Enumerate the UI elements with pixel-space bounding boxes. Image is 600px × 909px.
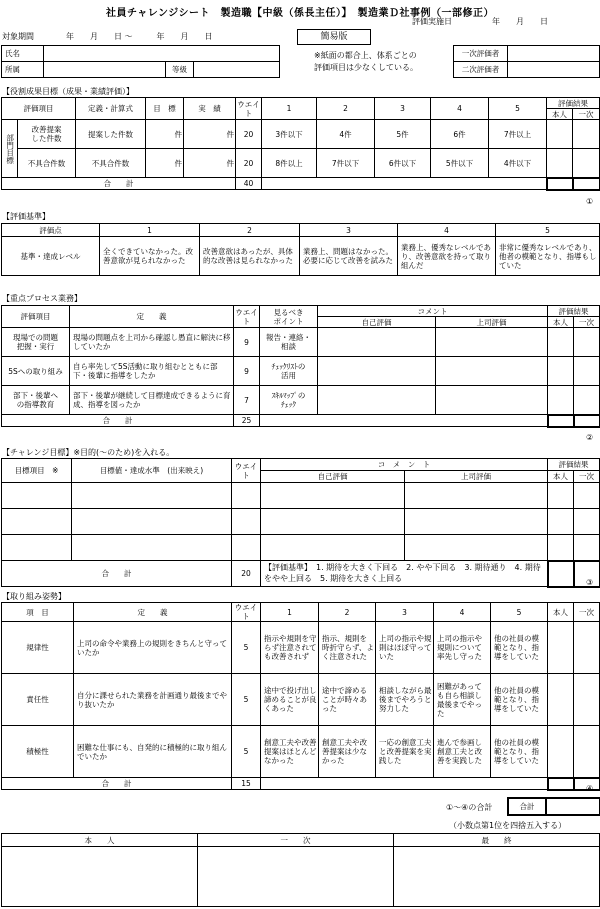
s1-row1-s4: 6件: [431, 120, 489, 149]
s1-total-weight: 40: [236, 178, 262, 190]
s1-h-5: 5: [489, 98, 547, 120]
s3-row3-def: 部下・後輩が継続して目標達成できるように育成、指導を図ったか: [70, 386, 234, 415]
s1-total-first[interactable]: [573, 178, 600, 190]
s1-row2-s2: 7件以下: [317, 149, 375, 178]
s1-row2-def: 不具合件数: [76, 149, 146, 178]
s1-row1-actual[interactable]: 件: [184, 120, 236, 149]
s3-row2-first[interactable]: [574, 357, 600, 386]
s3-h-point: 見るべき ポイント: [260, 306, 318, 328]
s4-row3-first[interactable]: [574, 535, 600, 561]
s3-row1-first[interactable]: [574, 328, 600, 357]
s4-row2-target[interactable]: [72, 509, 232, 535]
s2-h-2: 2: [200, 224, 300, 237]
s2-level-1: 全くできていなかった。改善意欲が見られなかった: [100, 237, 200, 276]
s1-row2-first[interactable]: [573, 149, 600, 178]
s5-row3-s3: 一応の創意工夫と改善提案を実践した: [376, 726, 434, 778]
s5-row3-def: 困難な仕事にも、自発的に積極的に取り組んでいたか: [74, 726, 232, 778]
s1-h-actual: 実 績: [184, 98, 236, 120]
s3-h-item: 評価項目: [2, 306, 70, 328]
s5-h-item: 項 目: [2, 603, 74, 622]
s3-h-result: 評価結果: [548, 306, 600, 317]
space-note: ※紙面の都合上、体系ごとの 評価項目は少なくしている。: [314, 51, 418, 72]
attitude-table: [1, 602, 600, 791]
s5-h-self: 本人: [548, 603, 574, 622]
s4-row2-boss-eval[interactable]: [405, 509, 548, 535]
s5-h-4: 4: [434, 603, 491, 622]
grand-total-box-label: 合計: [508, 798, 546, 815]
final-h-final: 最 終: [394, 834, 600, 847]
grade-label: 等級: [166, 62, 194, 78]
s5-row2-s4: 困難があっても自ら相談し最後までやった: [434, 674, 491, 726]
s5-circle: ④: [586, 784, 594, 793]
s3-row1-self[interactable]: [548, 328, 574, 357]
s4-row3-self[interactable]: [548, 535, 574, 561]
s5-row2-s3: 相談しながら最後までやろうと努力した: [376, 674, 434, 726]
simple-version-box: 簡易版: [297, 29, 371, 45]
s1-row2-s4: 5件以下: [431, 149, 489, 178]
s5-title: 【取り組み姿勢】: [2, 592, 66, 601]
s4-row2-first[interactable]: [574, 509, 600, 535]
s1-h-item: 評価項目: [2, 98, 76, 120]
final-first-field[interactable]: [198, 847, 394, 907]
s5-h-2: 2: [319, 603, 376, 622]
s5-row2-def: 自分に課せられた業務を計画通り最後までやり抜いたか: [74, 674, 232, 726]
grand-total-label: ①〜④の合計: [446, 803, 493, 812]
s4-row3-weight[interactable]: [232, 535, 261, 561]
s4-h-item: 目標項目 ※: [2, 459, 72, 483]
s1-row2-target[interactable]: 件: [146, 149, 184, 178]
s4-row2-weight[interactable]: [232, 509, 261, 535]
s1-row1-s5: 7件以上: [489, 120, 547, 149]
s3-total-weight: 25: [234, 415, 260, 427]
s4-row1-first[interactable]: [574, 483, 600, 509]
s1-row1-weight: 20: [236, 120, 262, 149]
s3-row1-def: 現場の問題点を上司から確認し愚直に解決に移していたか: [70, 328, 234, 357]
s3-row2-def: 自ら率先して5S活動に取り組むとともに部下・後輩に指導をしたか: [70, 357, 234, 386]
s2-h-5: 5: [496, 224, 600, 237]
s4-row3-boss-eval[interactable]: [405, 535, 548, 561]
s5-row3-weight: 5: [232, 726, 261, 778]
s5-row2-item: 責任性: [2, 674, 74, 726]
dept-field[interactable]: [44, 62, 166, 78]
s5-row3-s5: 他の社員の模範となり、指導をしていた: [491, 726, 548, 778]
s3-row3-weight: 7: [234, 386, 260, 415]
s1-h-first: 一次: [573, 109, 600, 120]
s5-row2-s1: 途中で投げ出し諦めることが良くあった: [261, 674, 319, 726]
s1-h-def: 定義・計算式: [76, 98, 146, 120]
s3-circle: ②: [586, 433, 594, 442]
evaluator1-field[interactable]: [508, 46, 600, 62]
s5-row3-self[interactable]: [548, 726, 574, 778]
s2-h-1: 1: [100, 224, 200, 237]
s4-row1: [2, 483, 600, 509]
s4-row1-item[interactable]: [2, 483, 72, 509]
s1-h-result: 評価結果: [547, 98, 600, 109]
s2-title: 【評価基準】: [2, 212, 50, 221]
process-table: [1, 305, 600, 428]
final-h-first: 一 次: [198, 834, 394, 847]
s5-row2-weight: 5: [232, 674, 261, 726]
s1-title: 【役割成果目標（成果・業績評価）】: [2, 87, 134, 96]
s1-h-1: 1: [262, 98, 317, 120]
s1-h-4: 4: [431, 98, 489, 120]
s3-row3-first[interactable]: [574, 386, 600, 415]
s4-total-label: 合 計: [2, 561, 232, 587]
employee-info-table: [1, 45, 280, 78]
s3-row2-self[interactable]: [548, 357, 574, 386]
s3-row3-boss-eval[interactable]: [436, 386, 548, 415]
s1-h-target: 目 標: [146, 98, 184, 120]
s2-h-3: 3: [300, 224, 398, 237]
s5-row1-s4: 上司の指示や規則について率先し守った: [434, 622, 491, 674]
s5-row3-s1: 創意工夫や改善提案はほとんどなかった: [261, 726, 319, 778]
s2-level-2: 改善意欲はあったが、具体的な改善は見られなかった: [200, 237, 300, 276]
s2-level-4: 業務上、優秀なレベルであり、改善意欲を持って取り組んだ: [398, 237, 496, 276]
final-eval-table: [1, 833, 600, 907]
page-title: 社員チャレンジシート 製造職【中級（係長主任）】 製造業Ｄ社事例（一部修正）: [106, 8, 494, 19]
final-self-field[interactable]: [2, 847, 198, 907]
s4-row1-weight[interactable]: [232, 483, 261, 509]
s5-row1-s3: 上司の指示や規則はほぼ守っていた: [376, 622, 434, 674]
s4-title: 【チャレンジ目標】※目的(〜のため)を入れる。: [2, 448, 175, 457]
s4-h-boss-eval: 上司評価: [405, 471, 548, 483]
s4-h-weight: ウエイト: [232, 459, 261, 483]
eval-date: 評価実施日 年 月 日: [412, 17, 548, 26]
s4-row1-target[interactable]: [72, 483, 232, 509]
final-final-field[interactable]: [394, 847, 600, 907]
s1-row2-actual[interactable]: 件: [184, 149, 236, 178]
s3-row2-boss-eval[interactable]: [436, 357, 548, 386]
s4-h-first: 一次: [574, 471, 600, 483]
role-goal-table: [1, 97, 600, 191]
s4-total-weight: 20: [232, 561, 261, 587]
s5-row2-s5: 他の社員の模範となり、指導をしていた: [491, 674, 548, 726]
s3-row3-self-eval[interactable]: [318, 386, 436, 415]
s2-h-score: 評価点: [2, 224, 100, 237]
evaluator2-label: 二次評価者: [454, 62, 508, 78]
s5-row3-item: 積極性: [2, 726, 74, 778]
s3-row2-item: 5Sへの取り組み: [2, 357, 70, 386]
s1-row1-self[interactable]: [547, 120, 573, 149]
s3-total-label: 合 計: [2, 415, 234, 427]
challenge-table: [1, 458, 600, 588]
s3-row2-point: ﾁｪｯｸﾘｽﾄの 活用: [260, 357, 318, 386]
s1-h-2: 2: [317, 98, 375, 120]
s4-criteria: 【評価基準】 1. 期待を大きく下回る 2. やや下回る 3. 期待通り 4. 期待をやや上回る 5. 期待を大きく上回る: [261, 561, 548, 587]
s3-h-self: 本人: [548, 317, 574, 328]
s3-row1-boss-eval[interactable]: [436, 328, 548, 357]
s3-total-self[interactable]: [548, 415, 574, 427]
s3-total-first[interactable]: [574, 415, 600, 427]
s2-h-4: 4: [398, 224, 496, 237]
s2-level-3: 業務上、問題はなかった。必要に応じて改善を試みた: [300, 237, 398, 276]
s4-row2-self-eval[interactable]: [261, 509, 405, 535]
s5-row2-s2: 途中で諦めることが時々あった: [319, 674, 376, 726]
s5-row3-first[interactable]: [574, 726, 600, 778]
s5-row3-s2: 創意工夫や改善提案は少なかった: [319, 726, 376, 778]
s3-h-weight: ウエイト: [235, 307, 258, 326]
s5-h-first: 一次: [574, 603, 600, 622]
s3-row2-self-eval[interactable]: [318, 357, 436, 386]
s4-total-self[interactable]: [548, 561, 574, 587]
s3-row1-self-eval[interactable]: [318, 328, 436, 357]
s1-row2-s5: 4件以下: [489, 149, 547, 178]
s4-row3-target[interactable]: [72, 535, 232, 561]
s4-row1-self[interactable]: [548, 483, 574, 509]
grade-field[interactable]: [194, 62, 280, 78]
s1-row1-s1: 3件以下: [262, 120, 317, 149]
s1-row1-s2: 4件: [317, 120, 375, 149]
s4-row3-item[interactable]: [2, 535, 72, 561]
s4-h-target: 目標値・達成水準 (出来映え): [72, 459, 232, 483]
s5-row1-def: 上司の命令や業務上の規則をきちんと守っていたか: [74, 622, 232, 674]
dept-label: 所属: [2, 62, 44, 78]
s4-row3-self-eval[interactable]: [261, 535, 405, 561]
s1-row1-item: 改善提案 した件数: [18, 120, 76, 149]
s4-row2-self[interactable]: [548, 509, 574, 535]
s3-row3-self[interactable]: [548, 386, 574, 415]
name-field[interactable]: [44, 46, 280, 62]
grand-total-field[interactable]: [546, 798, 600, 815]
s5-total-weight: 15: [232, 778, 261, 790]
s4-row1-boss-eval[interactable]: [405, 483, 548, 509]
s5-row2-self[interactable]: [548, 674, 574, 726]
s5-h-def: 定 義: [74, 603, 232, 622]
criteria-table: [1, 223, 600, 276]
s1-row2-item: 不具合件数: [18, 149, 76, 178]
s3-row1-weight: 9: [234, 328, 260, 357]
s4-h-result: 評価結果: [548, 459, 600, 471]
s1-total-label: 合 計: [2, 178, 236, 190]
s5-row1-s2: 指示、規則を時折守らず、よく注意された: [319, 622, 376, 674]
evaluator1-label: 一次評価者: [454, 46, 508, 62]
s1-row1-def: 提案した件数: [76, 120, 146, 149]
s3-row1-point: 報告・連絡・ 相談: [260, 328, 318, 357]
s3-h-self-eval: 自己評価: [318, 317, 436, 328]
s5-h-weight: ウエイト: [232, 603, 261, 622]
s5-row2-first[interactable]: [574, 674, 600, 726]
s3-row2-weight: 9: [234, 357, 260, 386]
s3-h-boss-eval: 上司評価: [436, 317, 548, 328]
s1-h-weight: ウエイト: [237, 99, 260, 118]
s3-row3-item: 部下・後輩へ の指導教育: [2, 386, 70, 415]
s1-row2-weight: 20: [236, 149, 262, 178]
s1-row2-s1: 8件以上: [262, 149, 317, 178]
s4-circle: ③: [586, 578, 594, 587]
s5-row3-s4: 進んで参画し創意工夫と改善を実践した: [434, 726, 491, 778]
s5-total-label: 合 計: [2, 778, 232, 790]
round-note: （小数点第1位を四捨五入する）: [449, 821, 567, 830]
s5-row1-weight: 5: [232, 622, 261, 674]
final-h-self: 本 人: [2, 834, 198, 847]
s1-row2-s3: 6件以下: [375, 149, 431, 178]
s1-row2-self[interactable]: [547, 149, 573, 178]
evaluator2-field[interactable]: [508, 62, 600, 78]
s4-row2-item[interactable]: [2, 509, 72, 535]
s1-h-self: 本人: [547, 109, 573, 120]
s1-row1-first[interactable]: [573, 120, 600, 149]
s1-row1-s3: 5件: [375, 120, 431, 149]
s1-circle: ①: [586, 197, 594, 206]
s5-total-self[interactable]: [548, 778, 574, 790]
grand-total-table: [507, 797, 600, 816]
target-period: 対象期間 年 月 日 〜 年 月 日: [2, 32, 213, 41]
s3-h-comment: コメント: [318, 306, 548, 317]
s1-row1-target[interactable]: 件: [146, 120, 184, 149]
s3-row1-item: 現場での問題 把握・実行: [2, 328, 70, 357]
s5-row1-s1: 指示や規則を守らず注意されても改善されず: [261, 622, 319, 674]
s4-h-self: 本人: [548, 471, 574, 483]
s1-total-self[interactable]: [547, 178, 573, 190]
s1-side-label: 部門目標: [5, 133, 15, 164]
s5-h-1: 1: [261, 603, 319, 622]
s4-row1-self-eval[interactable]: [261, 483, 405, 509]
s5-h-3: 3: [376, 603, 434, 622]
s3-h-def: 定 義: [70, 306, 234, 328]
s3-h-first: 一次: [574, 317, 600, 328]
name-label: 氏名: [2, 46, 44, 62]
s5-row1-s5: 他の社員の模範となり、指導をしていた: [491, 622, 548, 674]
s5-row1-self[interactable]: [548, 622, 574, 674]
s2-level-label: 基準・達成レベル: [2, 237, 100, 276]
s4-row2: [2, 509, 600, 535]
s4-h-comment: コ メ ン ト: [261, 459, 548, 471]
s3-title: 【重点プロセス業務】: [2, 294, 82, 303]
s4-row3: [2, 535, 600, 561]
s1-h-3: 3: [375, 98, 431, 120]
s3-row3-point: ｽｷﾙﾏｯﾌﾟの ﾁｪｯｸ: [260, 386, 318, 415]
s5-row1-first[interactable]: [574, 622, 600, 674]
s2-level-5: 非常に優秀なレベルであり、他者の模範となり、指導もしていた: [496, 237, 600, 276]
s5-h-5: 5: [491, 603, 548, 622]
s4-h-self-eval: 自己評価: [261, 471, 405, 483]
s5-row1-item: 規律性: [2, 622, 74, 674]
evaluator-table: [453, 45, 600, 78]
